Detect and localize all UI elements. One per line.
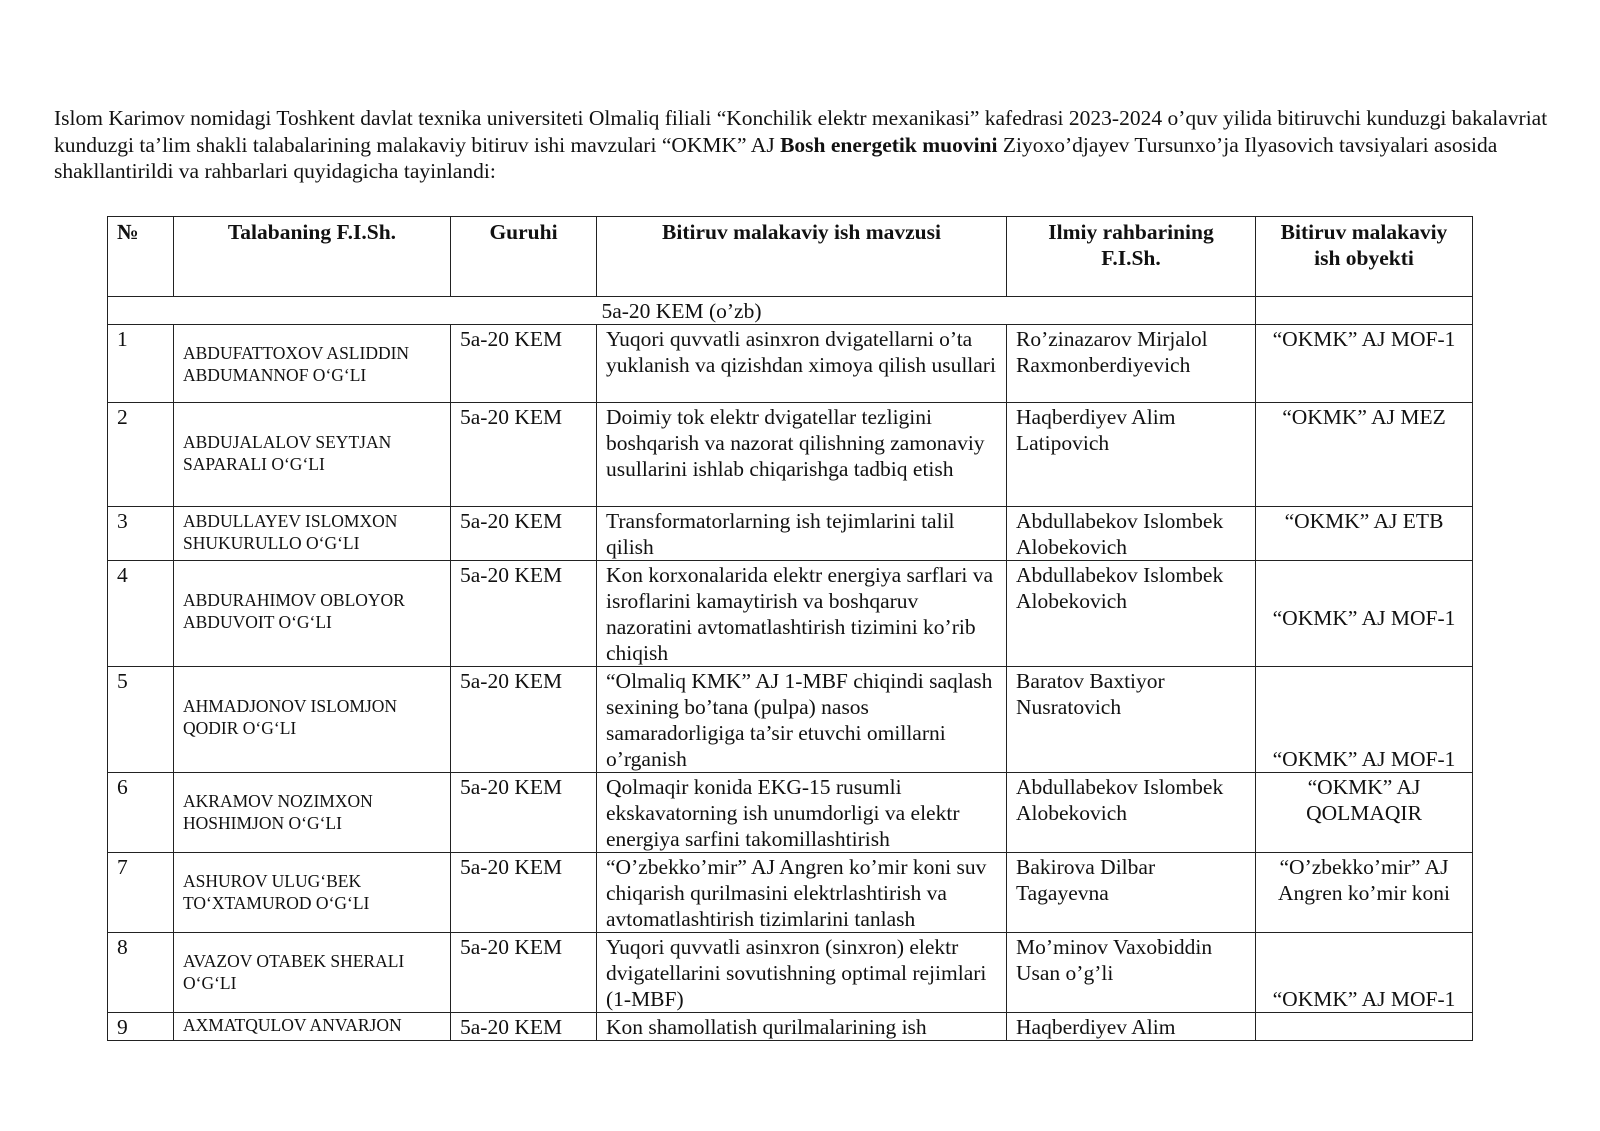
thesis-topic: Doimiy tok elektr dvigatellar tezligini boshqarish va nazorat qilishning zamonaviy usullarini ishlab chiqarishga tadbiq etish: [597, 403, 1007, 507]
student-name: ABDURAHIMOV OBLOYOR ABDUVOIT O‘G‘LI: [174, 561, 451, 667]
thesis-object: “OKMK” AJ MOF-1: [1256, 933, 1473, 1013]
thesis-topic: Yuqori quvvatli asinxron (sinxron) elektr dvigatellarini sovutishning optimal rejimlari (1-MBF): [597, 933, 1007, 1013]
advisor-name: Bakirova Dilbar Tagayevna: [1007, 853, 1256, 933]
table-row: [108, 667, 1473, 773]
student-name: AVAZOV OTABEK SHERALI O‘G‘LI: [174, 933, 451, 1013]
student-name: ABDUJALALOV SEYTJAN SAPARALI O‘G‘LI: [174, 403, 451, 507]
advisor-name: Haqberdiyev Alim: [1007, 1013, 1256, 1041]
student-group: 5a-20 KEM: [451, 853, 597, 933]
row-number: 8: [108, 933, 174, 1013]
advisor-name: Haqberdiyev Alim Latipovich: [1007, 403, 1256, 507]
student-group: 5a-20 KEM: [451, 1013, 597, 1041]
thesis-topic: Kon shamollatish qurilmalarining ish: [597, 1013, 1007, 1041]
header-group: Guruhi: [451, 217, 597, 297]
table-row: [108, 773, 1473, 853]
table-row: [108, 933, 1473, 1013]
table-row: [108, 1013, 1473, 1041]
student-name: ABDUFATTOXOV ASLIDDIN ABDUMANNOF O‘G‘LI: [174, 325, 451, 403]
header-number: №: [108, 217, 174, 297]
student-name: AKRAMOV NOZIMXON HOSHIMJON O‘G‘LI: [174, 773, 451, 853]
thesis-object: [1256, 1013, 1473, 1041]
table-row: [108, 561, 1473, 667]
thesis-topic: Transformatorlarning ish tejimlarini talil qilish: [597, 507, 1007, 561]
table-row: [108, 853, 1473, 933]
row-number: 5: [108, 667, 174, 773]
table-row: [108, 507, 1473, 561]
student-group: 5a-20 KEM: [451, 403, 597, 507]
row-number: 3: [108, 507, 174, 561]
group-row: [108, 297, 1473, 325]
advisor-name: Abdullabekov Islombek Alobekovich: [1007, 773, 1256, 853]
advisor-name: Abdullabekov Islombek Alobekovich: [1007, 507, 1256, 561]
header-student-name: Talabaning F.I.Sh.: [174, 217, 451, 297]
thesis-object: “OKMK” AJ ETB: [1256, 507, 1473, 561]
thesis-object: “OKMK” AJ MOF-1: [1256, 667, 1473, 773]
group-row-empty-cell: [1256, 297, 1473, 325]
advisor-name: Ro’zinazarov Mirjalol Raxmonberdiyevich: [1007, 325, 1256, 403]
student-name: AXMATQULOV ANVARJON: [174, 1013, 451, 1041]
row-number: 1: [108, 325, 174, 403]
thesis-topic: Kon korxonalarida elektr energiya sarflari va isroflarini kamaytirish va boshqaruv nazoratini avtomatlashtirish tizimini ko’rib chiqish: [597, 561, 1007, 667]
group-label: 5a-20 KEM (o’zb): [108, 297, 1256, 325]
student-group: 5a-20 KEM: [451, 561, 597, 667]
student-group: 5a-20 KEM: [451, 933, 597, 1013]
table-row: [108, 403, 1473, 507]
student-name: AHMADJONOV ISLOMJON QODIR O‘G‘LI: [174, 667, 451, 773]
student-group: 5a-20 KEM: [451, 773, 597, 853]
thesis-object: “O’zbekko’mir” AJ Angren ko’mir koni: [1256, 853, 1473, 933]
thesis-topic: Qolmaqir konida EKG-15 rusumli ekskavatorning ish unumdorligi va elektr energiya sarfini takomillashtirish: [597, 773, 1007, 853]
table-row: [108, 325, 1473, 403]
thesis-topic: “O’zbekko’mir” AJ Angren ko’mir koni suv chiqarish qurilmasini elektrlashtirish va avtomatlashtirish tizimlarini tanlash: [597, 853, 1007, 933]
intro-text-start: Islom Karimov nomidagi Toshkent davlat texnika universiteti Olmaliq filiali “Konchilik elektr mexanikasi” kafedrasi 2023-2024 o’quv yilida bitiruvchi kunduzgi bakalavriat kunduzgi ta’lim shakli talabalarining malakaviy bitiruv ishi mavzulari “OKMK” AJ: [54, 106, 1548, 157]
header-advisor: Ilmiy rahbarining F.I.Sh.: [1007, 217, 1256, 297]
row-number: 2: [108, 403, 174, 507]
row-number: 4: [108, 561, 174, 667]
intro-text-end: Ziyoxo’djayev Tursunxo’ja Ilyasovich tavsiyalari asosida shakllantirildi va rahbarlari quyidagicha tayinlandi:: [54, 132, 1498, 183]
thesis-topic: “Olmaliq KMK” AJ 1-MBF chiqindi saqlash sexining bo’tana (pulpa) nasos samaradorligiga ta’sir etuvchi omillarni o’rganish: [597, 667, 1007, 773]
advisor-name: Abdullabekov Islombek Alobekovich: [1007, 561, 1256, 667]
row-number: 6: [108, 773, 174, 853]
thesis-object: “OKMK” AJ QOLMAQIR: [1256, 773, 1473, 853]
student-name: ABDULLAYEV ISLOMXON SHUKURULLO O‘G‘LI: [174, 507, 451, 561]
thesis-object: “OKMK” AJ MOF-1: [1256, 325, 1473, 403]
intro-paragraph: [54, 105, 1554, 185]
thesis-object: “OKMK” AJ MEZ: [1256, 403, 1473, 507]
thesis-object: “OKMK” AJ MOF-1: [1256, 561, 1473, 667]
thesis-topics-table: [107, 216, 1473, 1041]
intro-bold-title: Bosh energetik muovini: [780, 132, 998, 157]
advisor-name: Mo’minov Vaxobiddin Usan o’g’li: [1007, 933, 1256, 1013]
thesis-topic: Yuqori quvvatli asinxron dvigatellarni o’ta yuklanish va qizishdan ximoya qilish usullari: [597, 325, 1007, 403]
row-number: 7: [108, 853, 174, 933]
student-name: ASHUROV ULUG‘BEK TO‘XTAMUROD O‘G‘LI: [174, 853, 451, 933]
student-group: 5a-20 KEM: [451, 667, 597, 773]
row-number: 9: [108, 1013, 174, 1041]
student-group: 5a-20 KEM: [451, 507, 597, 561]
header-object: Bitiruv malakaviy ish obyekti: [1256, 217, 1473, 297]
advisor-name: Baratov Baxtiyor Nusratovich: [1007, 667, 1256, 773]
table-header-row: [108, 217, 1473, 297]
header-topic: Bitiruv malakaviy ish mavzusi: [597, 217, 1007, 297]
student-group: 5a-20 KEM: [451, 325, 597, 403]
